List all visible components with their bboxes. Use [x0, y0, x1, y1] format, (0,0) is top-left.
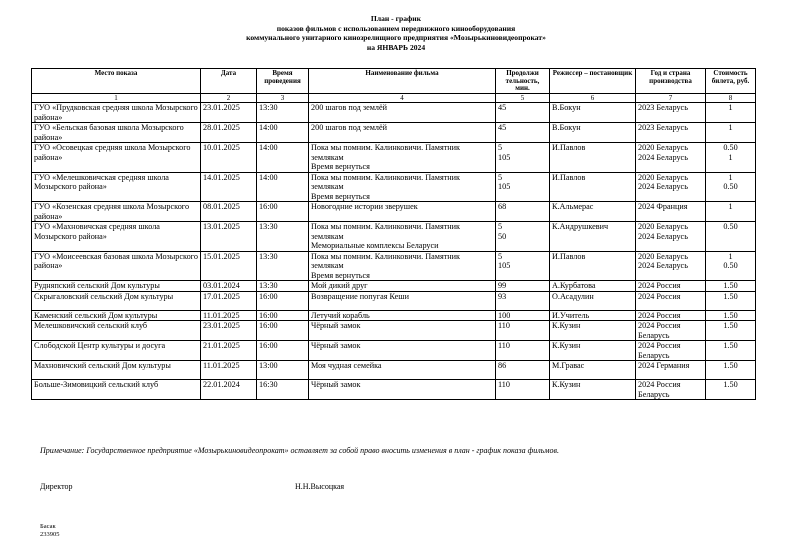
cell-price	[706, 321, 756, 341]
cell-price-value: 0.50	[723, 261, 738, 270]
cell-director-value: И.Учитель	[552, 310, 590, 320]
cell-duration	[496, 103, 550, 123]
cell-director	[550, 123, 636, 143]
cell-price-value: 1	[728, 172, 733, 182]
document-title	[0, 14, 792, 52]
cell-director-value: О.Асадулин	[552, 291, 594, 301]
cell-place: Махновичский сельский Дом культуры	[32, 361, 201, 380]
cell-year-country-value: 2024 Россия	[638, 281, 681, 290]
table-row	[32, 143, 756, 173]
cell-year-country	[636, 103, 706, 123]
cell-film	[309, 222, 496, 252]
table-body	[32, 103, 756, 400]
cell-year-country	[636, 251, 706, 281]
cell-year-country-value: 2024 Россия	[638, 310, 681, 320]
cell-director-value: М.Гравас	[552, 361, 585, 370]
cell-duration-value: 5	[498, 251, 503, 261]
cell-director	[550, 281, 636, 292]
cell-place: ГУО «Моисеевская базовая школа Мозырского района»	[32, 251, 201, 281]
cell-price-value: 1.50	[723, 281, 738, 290]
cell-duration	[496, 380, 550, 400]
table-row	[32, 291, 756, 310]
cell-time: 16:30	[257, 380, 309, 400]
cell-duration-value: 105	[498, 152, 511, 162]
table-row	[32, 281, 756, 292]
cell-year-country	[636, 341, 706, 361]
cell-price-value: 0.50	[723, 222, 738, 231]
cell-time: 14:00	[257, 123, 309, 143]
cell-year-country	[636, 143, 706, 173]
cell-director-value: И.Павлов	[552, 251, 586, 261]
cell-film-value: Пока мы помним. Калинковичи. Памятник землякам	[311, 172, 461, 191]
cell-year-country	[636, 380, 706, 400]
cell-price-value: 1	[728, 152, 733, 162]
cell-director-value: В.Бокун	[552, 103, 581, 112]
cell-director-value: В.Бокун	[552, 123, 581, 132]
header-time: Время проведения	[257, 69, 309, 94]
title-line-1: План - график	[370, 14, 422, 23]
cell-price-value: 0.50	[723, 182, 738, 191]
cell-duration	[496, 291, 550, 310]
cell-time: 14:00	[257, 143, 309, 173]
column-number: 5	[496, 94, 550, 103]
cell-price-value: 0.50	[723, 143, 738, 152]
cell-date: 28.01.2025	[201, 123, 257, 143]
cell-date: 23.01.2025	[201, 321, 257, 341]
cell-duration	[496, 222, 550, 252]
cell-duration-value: 99	[498, 281, 507, 290]
cell-year-country-value: 2024 Россия Беларусь	[638, 321, 681, 340]
cell-film	[309, 321, 496, 341]
header-film: Наименование фильма	[309, 69, 496, 94]
column-number: 2	[201, 94, 257, 103]
cell-duration-value: 93	[498, 291, 507, 301]
cell-film-value: Возвращение попугая Кеши	[311, 291, 409, 301]
cell-film-value: Мой дикий друг	[311, 281, 368, 290]
cell-year-country-value: 2024 Беларусь	[638, 152, 688, 162]
cell-time: 13:30	[257, 222, 309, 252]
cell-director-value: К.Кузин	[552, 380, 581, 389]
cell-duration	[496, 321, 550, 341]
cell-place: Больше-Зимовицкий сельский клуб	[32, 380, 201, 400]
cell-date: 11.01.2025	[201, 310, 257, 321]
cell-director	[550, 341, 636, 361]
cell-year-country-value: 2023 Беларусь	[638, 123, 688, 132]
cell-year-country-value: 2020 Беларусь	[638, 222, 688, 231]
table-row	[32, 202, 756, 222]
cell-date: 14.01.2025	[201, 172, 257, 202]
table-row	[32, 380, 756, 400]
cell-date: 15.01.2025	[201, 251, 257, 281]
cell-date: 11.01.2025	[201, 361, 257, 380]
cell-film	[309, 251, 496, 281]
header-director: Режиссер – постановщик	[550, 69, 636, 94]
header-date: Дата	[201, 69, 257, 94]
cell-film-value: Время вернуться	[311, 191, 370, 201]
cell-year-country-value: 2024 Россия	[638, 291, 681, 301]
cell-director	[550, 251, 636, 281]
cell-price	[706, 123, 756, 143]
cell-date: 13.01.2025	[201, 222, 257, 252]
cell-price	[706, 361, 756, 380]
column-number: 6	[550, 94, 636, 103]
cell-year-country-value: 2024 Беларусь	[638, 182, 688, 191]
column-numbers-row	[32, 94, 756, 103]
cell-film-value: Время вернуться	[311, 270, 370, 280]
cell-price-value: 1.50	[723, 321, 738, 330]
cell-price	[706, 103, 756, 123]
table-row	[32, 172, 756, 202]
title-line-4: на ЯНВАРЬ 2024	[366, 42, 426, 52]
cell-price	[706, 291, 756, 310]
cell-duration-value: 5	[498, 172, 503, 182]
cell-year-country-value: 2024 Германия	[638, 361, 690, 370]
cell-duration	[496, 202, 550, 222]
cell-price	[706, 281, 756, 292]
cell-film	[309, 123, 496, 143]
cell-place: ГУО «Мелешковичская средняя школа Мозырского района»	[32, 172, 201, 202]
cell-place: Каменский сельский Дом культуры	[32, 310, 201, 321]
column-number: 8	[706, 94, 756, 103]
cell-film-value: Пока мы помним. Калинковичи. Памятник землякам	[311, 251, 461, 270]
cell-duration-value: 45	[498, 123, 507, 132]
cell-duration	[496, 143, 550, 173]
cell-duration-value: 5	[498, 222, 503, 231]
cell-price-value: 1.50	[723, 291, 738, 301]
cell-film-value: Пока мы помним. Калинковичи. Памятник землякам	[311, 222, 461, 241]
cell-time: 16:00	[257, 321, 309, 341]
cell-director-value: И.Павлов	[552, 172, 586, 182]
cell-year-country	[636, 202, 706, 222]
cell-duration	[496, 251, 550, 281]
footer-phone: 233905	[40, 530, 60, 538]
cell-place: ГУО «Прудковская средняя школа Мозырского района»	[32, 103, 201, 123]
cell-date: 03.01.2024	[201, 281, 257, 292]
cell-place: Слободской Центр культуры и досуга	[32, 341, 201, 361]
header-year-country: Год и страна производства	[636, 69, 706, 94]
cell-date: 22.01.2024	[201, 380, 257, 400]
header-place: Место показа	[32, 69, 201, 94]
cell-price-value: 1	[728, 123, 733, 132]
schedule-table	[31, 68, 756, 400]
cell-duration	[496, 341, 550, 361]
column-number: 3	[257, 94, 309, 103]
table-header-row	[32, 69, 756, 94]
cell-price	[706, 380, 756, 400]
cell-film-value: Чёрный замок	[311, 341, 361, 350]
table-row	[32, 341, 756, 361]
cell-price-value: 1.50	[723, 341, 738, 350]
cell-place: ГУО «Козенская средняя школа Мозырского района»	[32, 202, 201, 222]
cell-film-value: Пока мы помним. Калинковичи. Памятник землякам	[311, 143, 461, 162]
cell-year-country-value: 2020 Беларусь	[638, 143, 688, 152]
cell-price-value: 1	[728, 251, 733, 261]
cell-place: Скрыгаловский сельский Дом культуры	[32, 291, 201, 310]
cell-year-country-value: 2024 Франция	[638, 202, 688, 211]
cell-date: 10.01.2025	[201, 143, 257, 173]
table-row	[32, 123, 756, 143]
signature-role: Директор	[40, 482, 73, 491]
table-row	[32, 321, 756, 341]
cell-film	[309, 103, 496, 123]
title-line-2: показов фильмов с использованием передвижного кинооборудования	[276, 23, 516, 33]
cell-duration-value: 45	[498, 103, 507, 112]
cell-date: 17.01.2025	[201, 291, 257, 310]
cell-price-value: 1	[728, 103, 733, 112]
cell-time: 13:00	[257, 361, 309, 380]
table-row	[32, 222, 756, 252]
cell-film	[309, 310, 496, 321]
cell-duration-value: 110	[498, 341, 510, 350]
cell-year-country-value: 2020 Беларусь	[638, 251, 688, 261]
cell-film	[309, 341, 496, 361]
cell-time: 16:00	[257, 202, 309, 222]
cell-director-value: К.Кузин	[552, 341, 581, 350]
cell-time: 13:30	[257, 103, 309, 123]
title-line-3: коммунального унитарного кинозрелищного предприятия «Мозырькиновидеопрокат»	[246, 33, 546, 43]
cell-film	[309, 172, 496, 202]
cell-date: 23.01.2025	[201, 103, 257, 123]
cell-time: 14:00	[257, 172, 309, 202]
cell-year-country	[636, 361, 706, 380]
cell-director-value: А.Курбатова	[552, 281, 596, 290]
cell-duration-value: 86	[498, 361, 507, 370]
cell-time: 16:00	[257, 341, 309, 361]
cell-year-country	[636, 281, 706, 292]
cell-duration	[496, 361, 550, 380]
cell-director	[550, 310, 636, 321]
cell-price-value: 1.50	[723, 361, 738, 370]
cell-film-value: Моя чудная семейка	[311, 361, 382, 370]
cell-price	[706, 143, 756, 173]
cell-duration-value: 5	[498, 143, 503, 152]
cell-film-value: Чёрный замок	[311, 321, 361, 330]
cell-duration	[496, 123, 550, 143]
cell-film-value: Время вернуться	[311, 162, 370, 171]
cell-duration-value: 105	[498, 261, 511, 270]
cell-duration	[496, 172, 550, 202]
cell-year-country	[636, 123, 706, 143]
cell-director	[550, 291, 636, 310]
cell-film	[309, 202, 496, 222]
cell-film-value: Летучий корабль	[311, 310, 370, 320]
cell-price	[706, 222, 756, 252]
cell-year-country-value: 2023 Беларусь	[638, 103, 688, 112]
cell-duration-value: 110	[498, 380, 510, 389]
column-number: 1	[32, 94, 201, 103]
cell-price-value: 1.50	[723, 310, 738, 320]
cell-duration-value: 50	[498, 231, 507, 241]
cell-time: 16:00	[257, 310, 309, 321]
cell-director-value: К.Андрушкевич	[552, 222, 609, 231]
cell-date: 08.01.2025	[201, 202, 257, 222]
cell-film	[309, 281, 496, 292]
cell-film-value: Чёрный замок	[311, 380, 361, 389]
cell-year-country-value: 2024 Россия Беларусь	[638, 380, 681, 399]
cell-place: ГУО «Бельская базовая школа Мозырского района»	[32, 123, 201, 143]
cell-director-value: К.Кузин	[552, 321, 581, 330]
cell-price	[706, 172, 756, 202]
cell-year-country-value: 2024 Россия Беларусь	[638, 341, 681, 360]
footer-author: Басак	[40, 523, 56, 530]
cell-price-value: 1.50	[723, 380, 738, 389]
cell-time: 13:30	[257, 251, 309, 281]
column-number: 4	[309, 94, 496, 103]
cell-director	[550, 321, 636, 341]
cell-year-country	[636, 321, 706, 341]
cell-year-country	[636, 222, 706, 252]
cell-place: Мелешковичский сельский клуб	[32, 321, 201, 341]
cell-date: 21.01.2025	[201, 341, 257, 361]
cell-price-value: 1	[728, 202, 733, 211]
cell-duration	[496, 281, 550, 292]
cell-time: 13:30	[257, 281, 309, 292]
cell-duration-value: 100	[498, 310, 511, 320]
cell-price	[706, 341, 756, 361]
cell-duration-value: 105	[498, 182, 511, 191]
cell-place: ГУО «Осовецкая средняя школа Мозырского района»	[32, 143, 201, 173]
table-row	[32, 251, 756, 281]
note-text: Примечание: Государственное предприятие «Мозырькиновидеопрокат» оставляет за собой право вносить изменения в план - график показа фильмов.	[40, 446, 559, 455]
table-row	[32, 361, 756, 380]
cell-director	[550, 103, 636, 123]
cell-year-country-value: 2024 Беларусь	[638, 231, 688, 241]
cell-film	[309, 291, 496, 310]
cell-director-value: И.Павлов	[552, 143, 586, 152]
cell-duration-value: 68	[498, 202, 507, 211]
cell-director-value: К.Альмерас	[552, 202, 594, 211]
cell-year-country	[636, 291, 706, 310]
cell-place: Рудняпский сельский Дом культуры	[32, 281, 201, 292]
cell-year-country-value: 2024 Беларусь	[638, 261, 688, 270]
footer	[40, 523, 60, 538]
cell-price	[706, 310, 756, 321]
cell-film-value: 200 шагов под землёй	[311, 103, 388, 112]
cell-director	[550, 202, 636, 222]
cell-price	[706, 202, 756, 222]
cell-director	[550, 222, 636, 252]
cell-director	[550, 172, 636, 202]
cell-duration	[496, 310, 550, 321]
table-row	[32, 310, 756, 321]
cell-place: ГУО «Махновичская средняя школа Мозырского района»	[32, 222, 201, 252]
table-row	[32, 103, 756, 123]
header-price: Стоимость билета, руб.	[706, 69, 756, 94]
column-number: 7	[636, 94, 706, 103]
cell-time: 16:00	[257, 291, 309, 310]
cell-director	[550, 143, 636, 173]
cell-year-country	[636, 310, 706, 321]
cell-film-value: Мемориальные комплексы Беларуси	[311, 241, 439, 250]
cell-director	[550, 361, 636, 380]
cell-price	[706, 251, 756, 281]
cell-year-country-value: 2020 Беларусь	[638, 172, 688, 182]
header-duration: Продолжи тельность, мин.	[496, 69, 550, 94]
cell-film-value: 200 шагов под землёй	[311, 123, 388, 132]
cell-year-country	[636, 172, 706, 202]
cell-film-value: Новогодние истории зверушек	[311, 202, 418, 211]
cell-film	[309, 143, 496, 173]
cell-duration-value: 110	[498, 321, 510, 330]
cell-film	[309, 380, 496, 400]
cell-film	[309, 361, 496, 380]
cell-director	[550, 380, 636, 400]
signature-name: Н.Н.Высоцкая	[295, 482, 345, 491]
